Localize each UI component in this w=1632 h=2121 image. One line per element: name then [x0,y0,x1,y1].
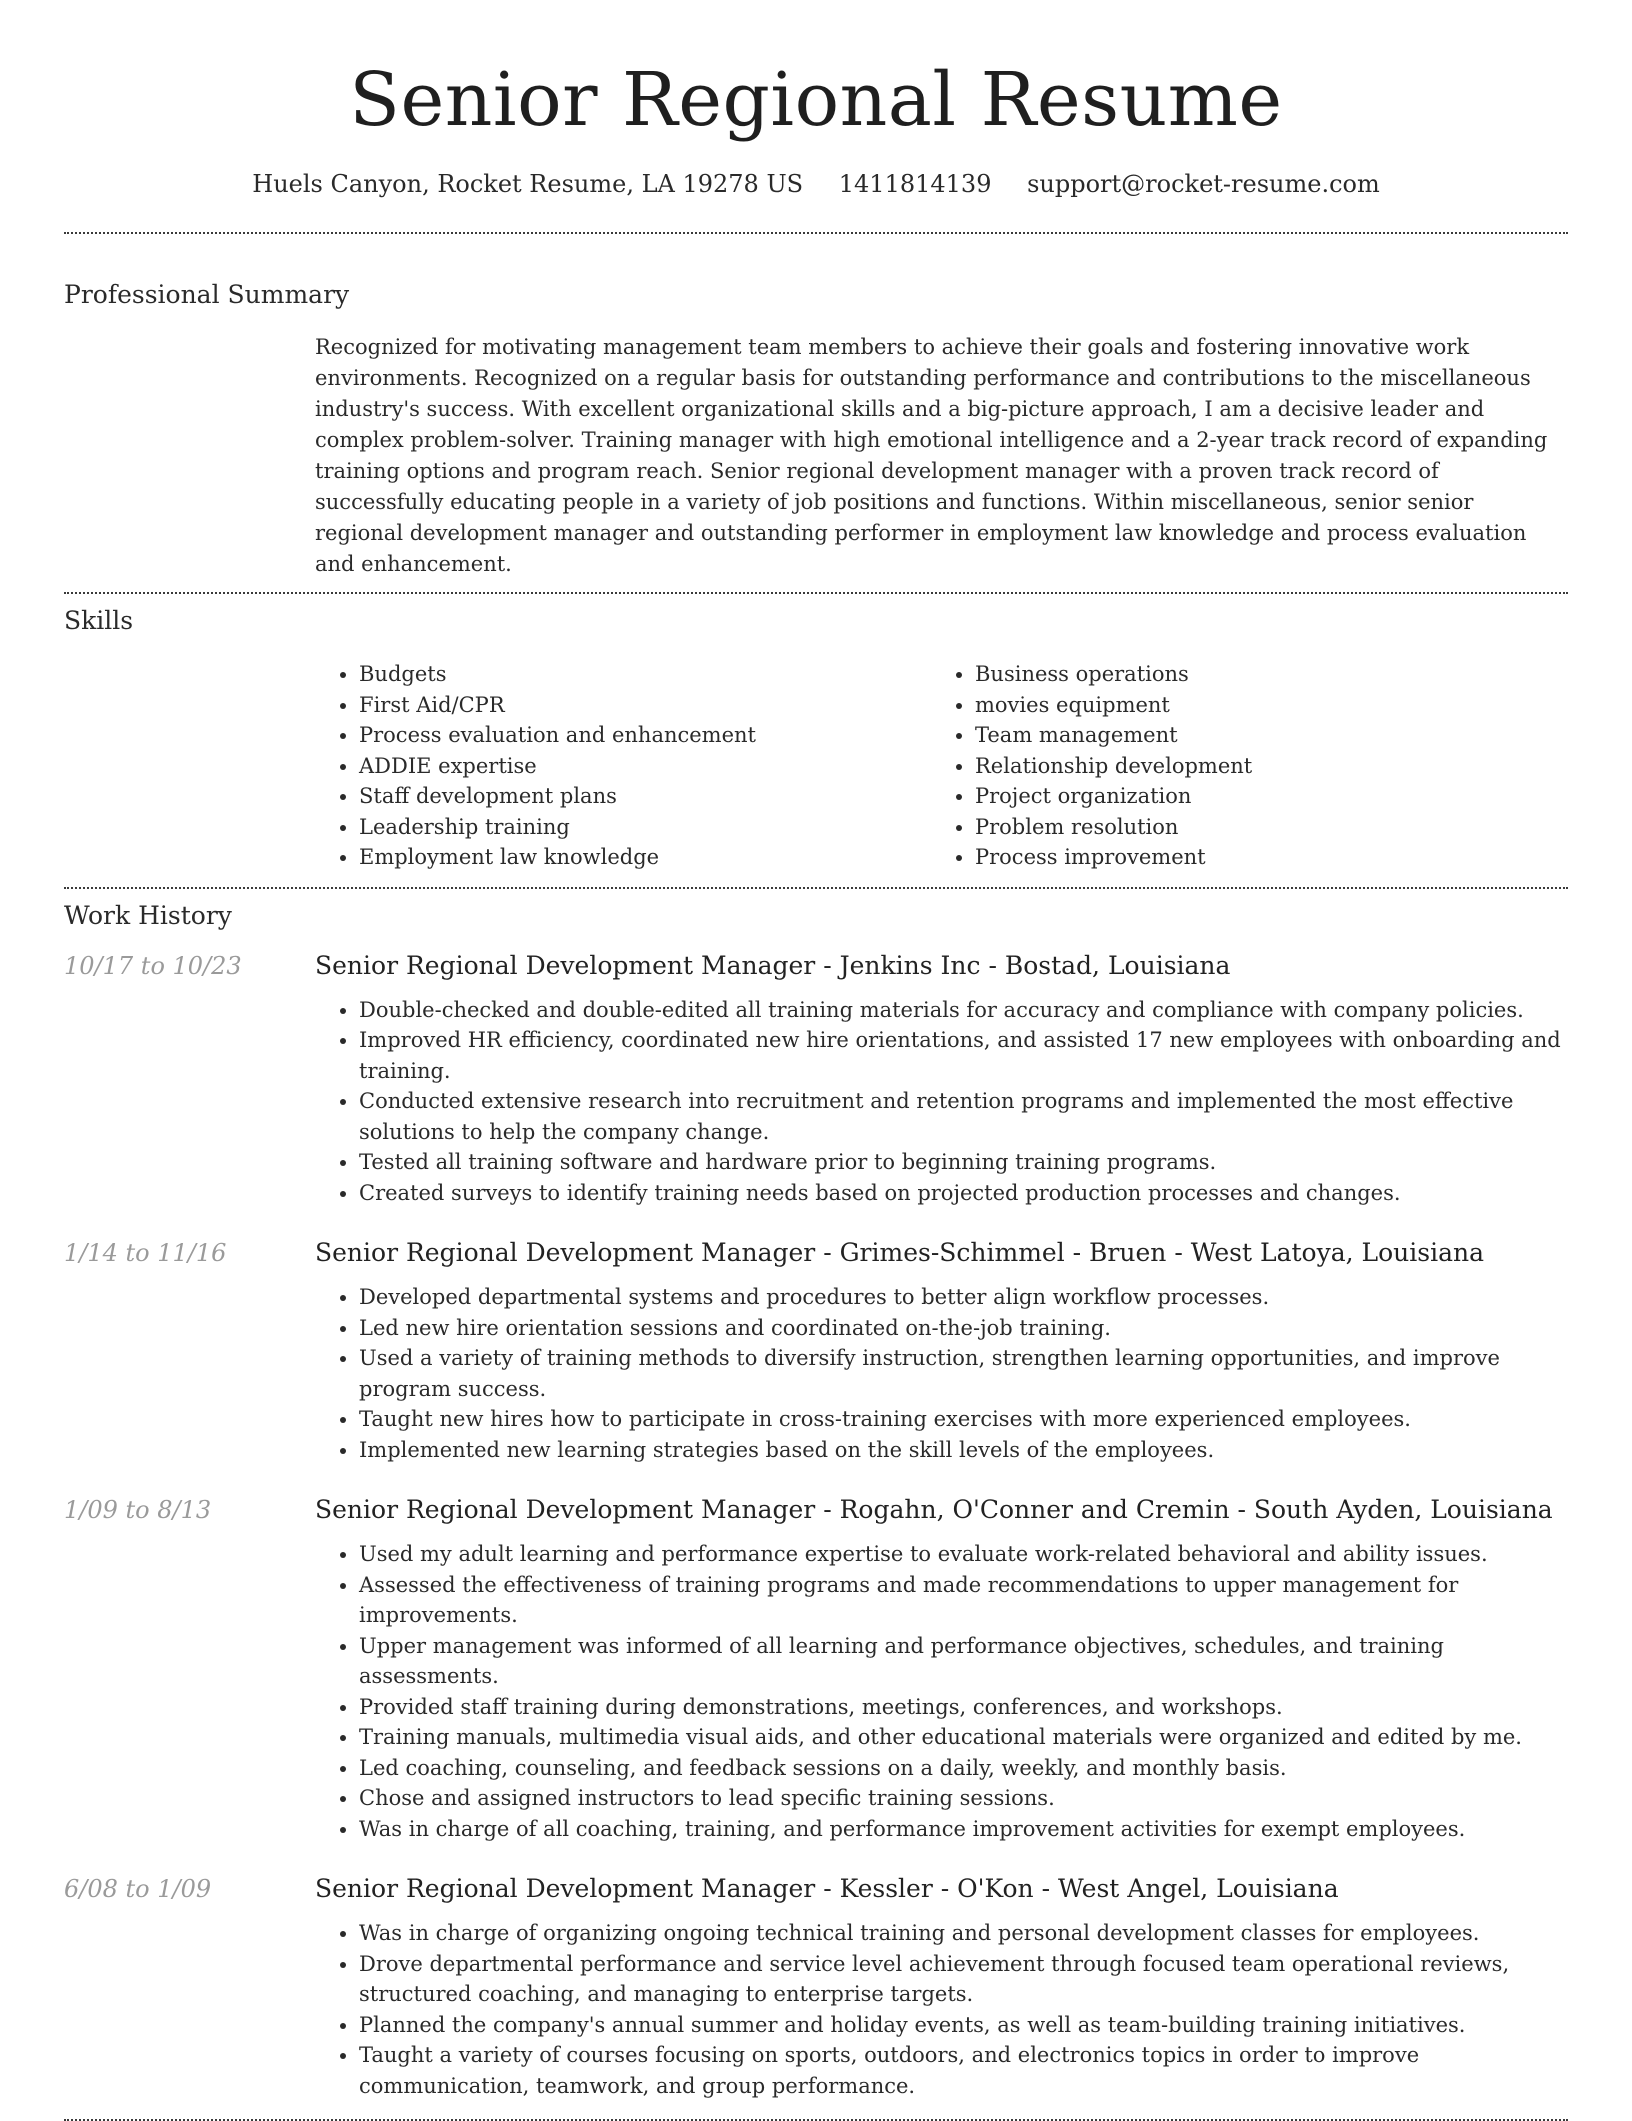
job-body [315,1872,1568,2101]
skill-item: • Staff development plans [359,781,931,812]
section-divider [64,887,1568,889]
job-bullet: • Led coaching, counseling, and feedback sessions on a daily, weekly, and monthly basis. [359,1753,1568,1784]
job-bullet: • Assessed the effectiveness of training programs and made recommendations to upper management for improvements. [359,1570,1568,1631]
job-entry [64,1493,1568,1844]
job-bullet: • Provided staff training during demonstrations, meetings, conferences, and workshops. [359,1692,1568,1723]
job-bullet: • Was in charge of organizing ongoing technical training and personal development classes for employees. [359,1918,1568,1949]
job-entry [64,1236,1568,1465]
job-dates: 1/14 to 11/16 [64,1239,227,1267]
skill-item: • Process evaluation and enhancement [359,720,931,751]
job-bullet: • Implemented new learning strategies based on the skill levels of the employees. [359,1435,1568,1466]
skills-grid [315,659,1568,873]
skill-item: • Project organization [975,781,1547,812]
job-bullet: • Created surveys to identify training needs based on projected production processes and changes. [359,1178,1568,1209]
job-entry [64,1872,1568,2101]
skill-item: • Business operations [975,659,1547,690]
job-bullet: • Developed departmental systems and procedures to better align workflow processes. [359,1282,1568,1313]
skill-item: • ADDIE expertise [359,751,931,782]
job-body [315,1236,1568,1465]
job-bullet: • Used a variety of training methods to diversify instruction, strengthen learning opportunities, and improve program success. [359,1343,1568,1404]
section-title-work-history: Work History [64,900,232,930]
section-title-skills: Skills [64,606,134,635]
contact-email: support@rocket-resume.com [1027,170,1380,198]
job-bullet: • Chose and assigned instructors to lead specific training sessions. [359,1783,1568,1814]
skill-item: • First Aid/CPR [359,690,931,721]
summary-text: Recognized for motivating management team members to achieve their goals and fostering innovative work environments. Recognized on a regular basis for outstanding performance and contributions to the miscellaneous industry's success. With excellent organizational skills and a big-picture approach, I am a decisive leader and complex problem-solver. Training manager with high emotional intelligence and a 2-year track record of expanding training options and program reach. Senior regional development manager with a proven track record of successfully educating people in a variety of job positions and functions. Within miscellaneous, senior senior regional development manager and outstanding performer in employment law knowledge and process evaluation and enhancement. [315,335,1548,576]
job-bullets [315,1282,1568,1465]
skill-item: • Budgets [359,659,931,690]
job-bullet: • Was in charge of all coaching, training, and performance improvement activities for exempt employees. [359,1814,1568,1845]
job-bullet: • Taught a variety of courses focusing on sports, outdoors, and electronics topics in order to improve communication, teamwork, and group performance. [359,2040,1568,2101]
job-bullets [315,1918,1568,2101]
job-bullet: • Upper management was informed of all learning and performance objectives, schedules, and training assessments. [359,1631,1568,1692]
resume-title: Senior Regional Resume [349,57,1283,143]
contact-address: Huels Canyon, Rocket Resume, LA 19278 US [252,170,804,198]
professional-summary-section [64,278,1568,580]
job-bullets [315,995,1568,1209]
job-title: Senior Regional Development Manager - Kessler - O'Kon - West Angel, Louisiana [315,1874,1339,1903]
job-dates: 1/09 to 8/13 [64,1496,212,1524]
job-body [315,1493,1568,1844]
job-bullet: • Conducted extensive research into recruitment and retention programs and implemented the most effective solutions to help the company change. [359,1086,1568,1147]
job-bullet: • Led new hire orientation sessions and coordinated on-the-job training. [359,1313,1568,1344]
job-body [315,949,1568,1209]
contact-phone: 1411814139 [838,170,992,198]
job-dates: 10/17 to 10/23 [64,951,242,980]
job-bullet: • Improved HR efficiency, coordinated new hire orientations, and assisted 17 new employees with onboarding and training. [359,1025,1568,1086]
job-bullet: • Tested all training software and hardware prior to beginning training programs. [359,1147,1568,1178]
skills-section [64,604,1568,873]
skill-item: • Team management [975,720,1547,751]
section-divider [64,232,1568,234]
job-title: Senior Regional Development Manager - Grimes-Schimmel - Bruen - West Latoya, Louisiana [315,1238,1484,1267]
job-bullet: • Used my adult learning and performance expertise to evaluate work-related behavioral and ability issues. [359,1539,1568,1570]
section-divider [64,592,1568,594]
skill-item: • Relationship development [975,751,1547,782]
job-bullet: • Training manuals, multimedia visual aids, and other educational materials were organized and edited by me. [359,1722,1568,1753]
job-title: Senior Regional Development Manager - Rogahn, O'Conner and Cremin - South Ayden, Louisiana [315,1495,1553,1524]
job-bullet: • Planned the company's annual summer and holiday events, as well as team-building training initiatives. [359,2010,1568,2041]
skill-item: • movies equipment [975,690,1547,721]
work-history-section [64,899,1568,2102]
skills-list-right [931,659,1547,873]
skill-item: • Process improvement [975,842,1547,873]
section-title-summary: Professional Summary [64,280,350,309]
contact-line [64,168,1568,200]
job-bullet: • Drove departmental performance and service level achievement through focused team operational reviews, structured coaching, and managing to enterprise targets. [359,1949,1568,2010]
skill-item: • Employment law knowledge [359,842,931,873]
skill-item: • Problem resolution [975,812,1547,843]
skill-item: • Leadership training [359,812,931,843]
job-bullet: • Double-checked and double-edited all training materials for accuracy and compliance with company policies. [359,995,1568,1026]
job-entry [64,949,1568,1209]
skills-list-left [315,659,931,873]
job-bullet: • Taught new hires how to participate in cross-training exercises with more experienced employees. [359,1404,1568,1435]
job-bullets [315,1539,1568,1844]
job-dates: 6/08 to 1/09 [64,1875,212,1903]
job-title: Senior Regional Development Manager - Jenkins Inc - Bostad, Louisiana [315,950,1231,980]
